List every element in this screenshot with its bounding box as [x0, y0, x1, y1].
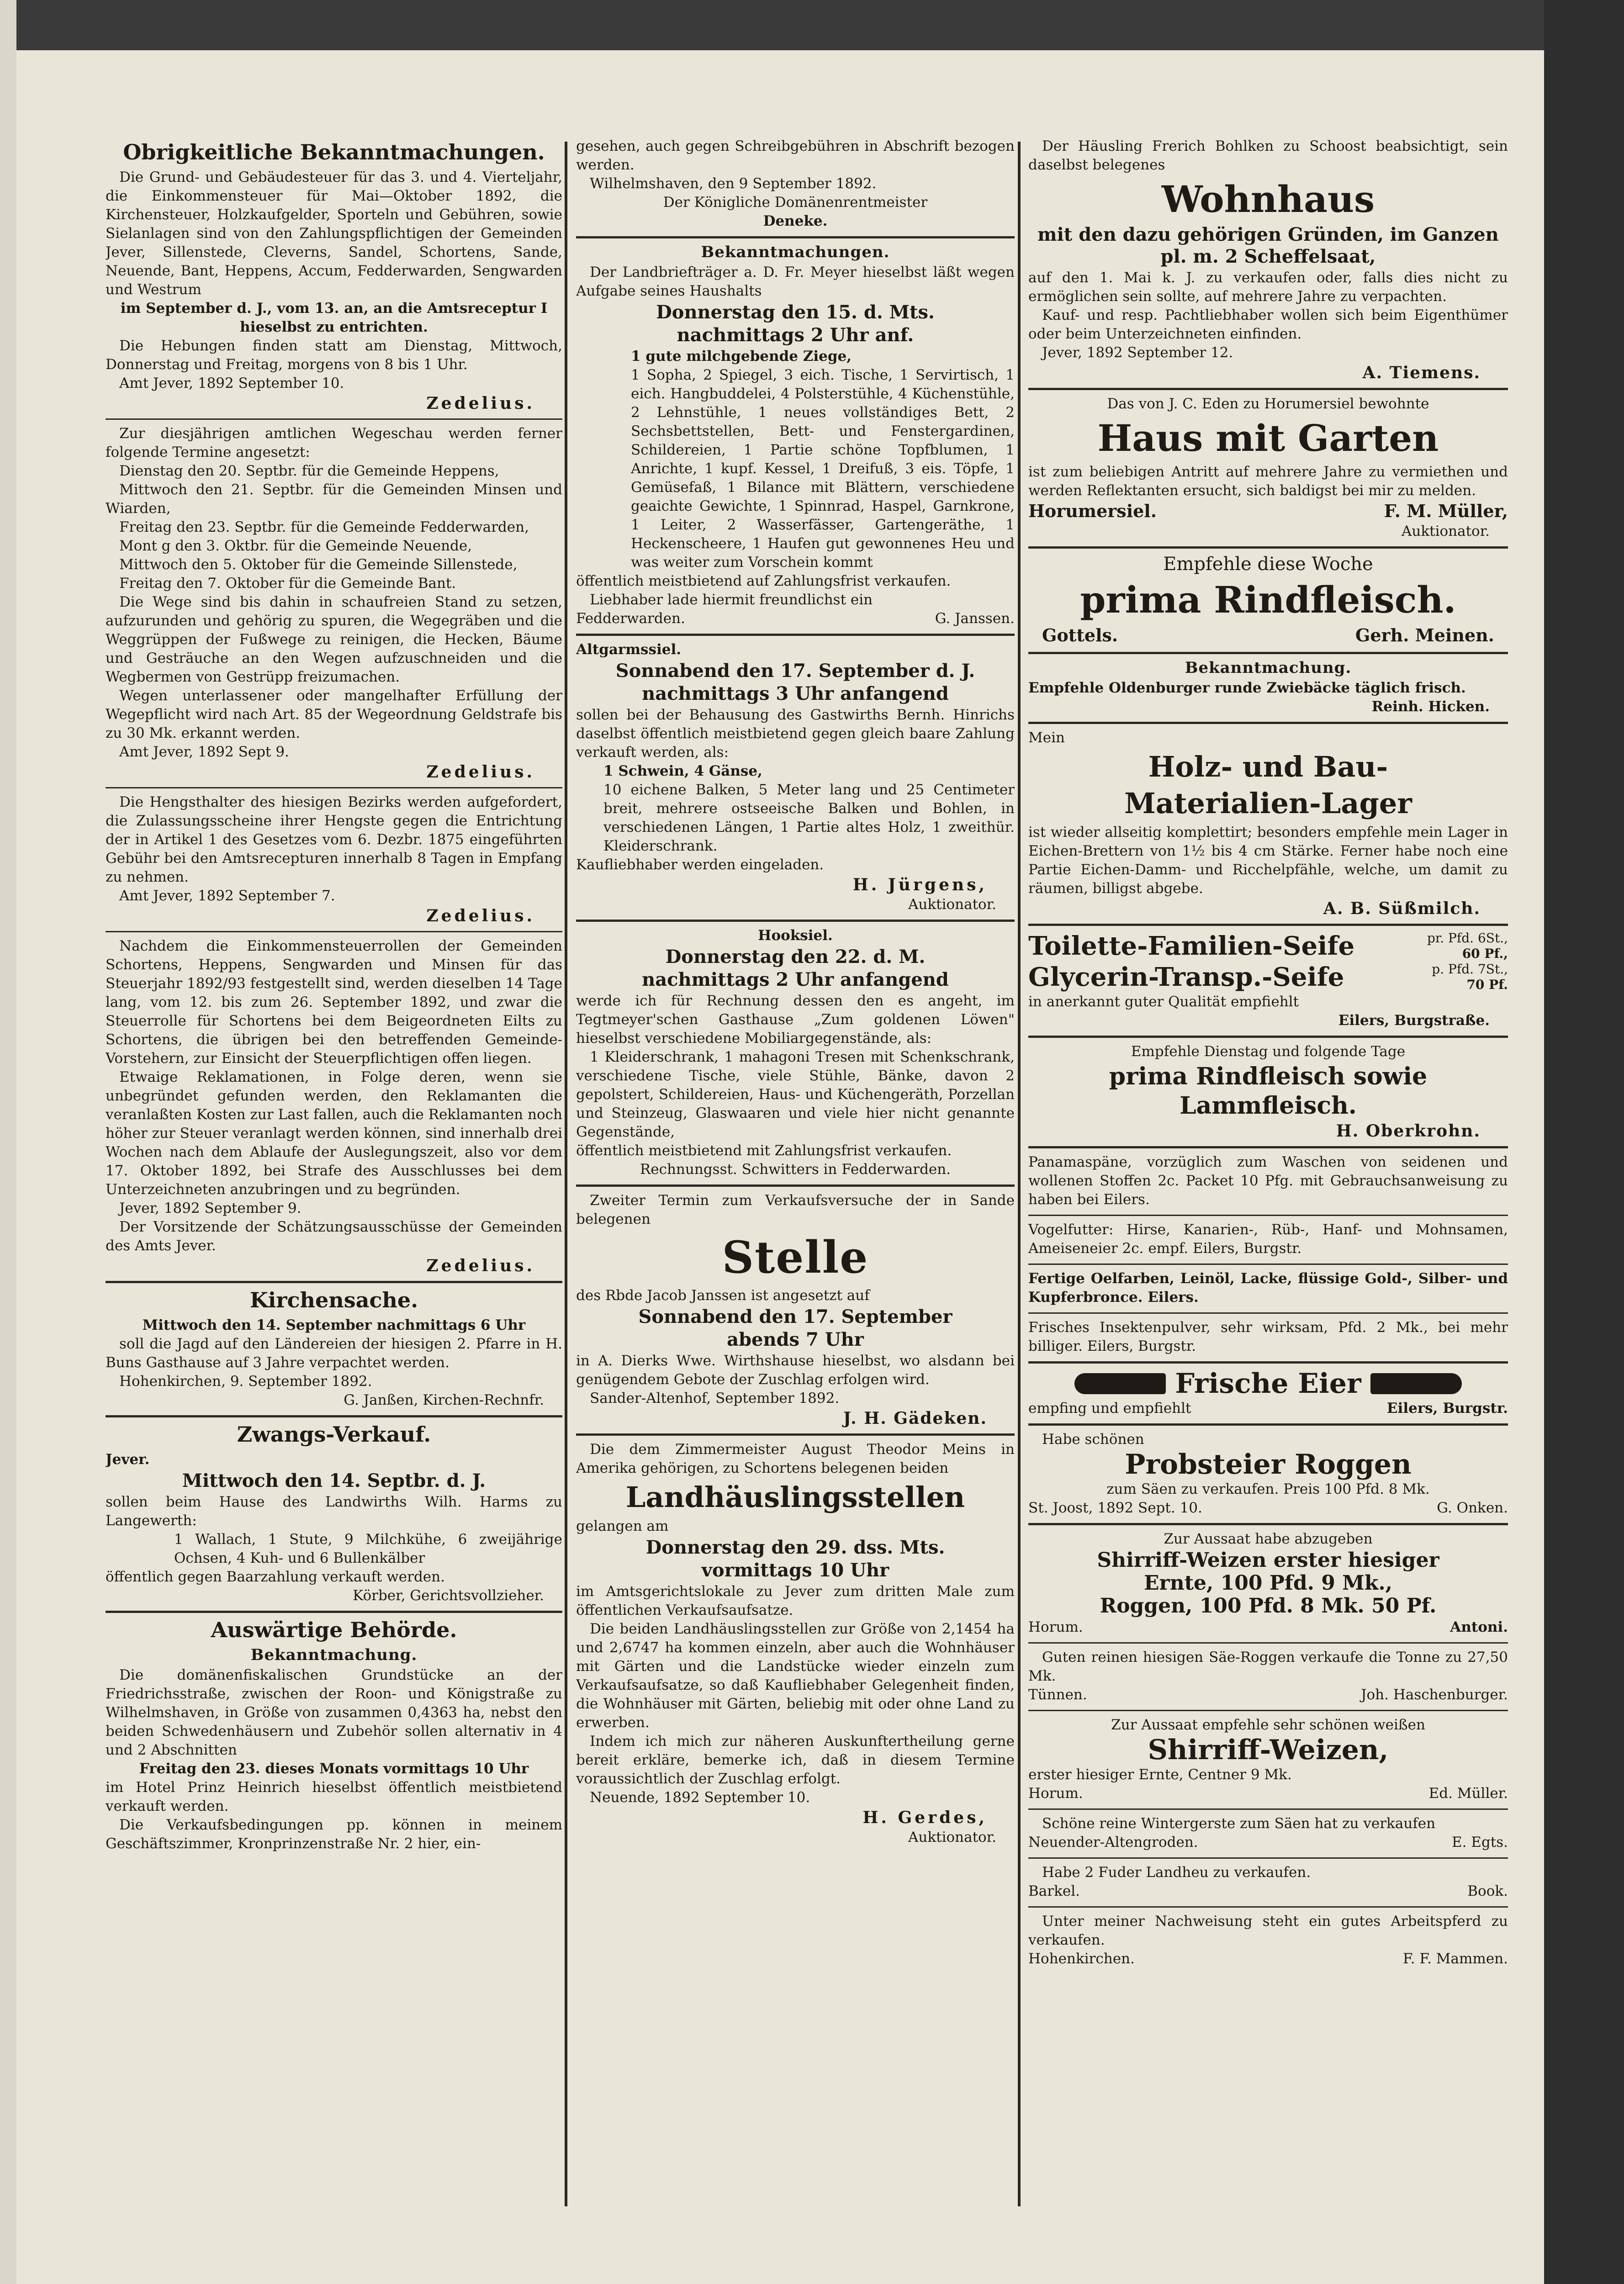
signature: Joh. Haschenburger.: [1361, 1687, 1508, 1703]
eier-ad: [1028, 1368, 1508, 1418]
divider: [1028, 1312, 1508, 1314]
display-headline: Wohnhaus: [1161, 178, 1375, 221]
time-line: nachmittags 2 Uhr anfangend: [642, 969, 949, 990]
paragraph: Der Landbriefträger a. D. Fr. Meyer hieselbst läßt wegen Aufgabe seines Haushalts: [576, 264, 1015, 299]
signature-row: [1028, 1950, 1508, 1968]
paragraph: gesehen, auch gegen Schreibgebühren in Abschrift bezogen werden.: [576, 138, 1015, 173]
paragraph: im Amtsgerichtslokale zu Jever zum dritten Male zum öffentlichen Verkaufsaufsatze.: [576, 1583, 1015, 1618]
role: Auktionator.: [908, 1829, 996, 1845]
intro: Empfehle Dienstag und folgende Tage: [1131, 1043, 1406, 1060]
signature: G. Janssen.: [935, 610, 1015, 627]
date-line: Donnerstag den 15. d. Mts.: [656, 301, 935, 323]
signature: Deneke.: [763, 213, 828, 229]
price: [1427, 931, 1508, 962]
paragraph: ist zum beliebigen Antritt auf mehrere Jahre zu vermiethen und werden Reflektanten ersucht, sich baldigst bei mir zu melden.: [1028, 464, 1508, 499]
divider: [1028, 924, 1508, 926]
display-headline: Materialien-Lager: [1124, 787, 1412, 820]
divider: [1028, 1642, 1508, 1644]
lammfleisch-ad: [1028, 1042, 1508, 1141]
paragraph: Zweiter Termin zum Verkaufsversuche der in Sande belegenen: [576, 1192, 1015, 1227]
column-rule: [1018, 142, 1021, 2206]
paragraph: auf den 1. Mai k. J. zu verkaufen oder, falls dies nicht zu ermöglichen sein sollte, auf mehrere Jahre zu verpachten.: [1028, 270, 1508, 305]
column-middle: [576, 137, 1015, 2257]
paragraph: Die beiden Landhäuslingsstellen zur Größe von 2,1454 ha und 2,6747 ha kommen einzeln, aber auch die Wohnhäuser mit Gärten und die Landstücke wieder einzeln zum Verkaufsaufsatze, so daß Kaufliebhaber Gelegenheit finden, die Wohnhäuser mit Gärten, beliebig mit oder ohne Land zu erwerben.: [576, 1621, 1015, 1731]
paragraph: ist wieder allseitig komplettirt; besonders empfehle mein Lager in Eichen-Brettern von 1½ bis 4 cm Stärke. Ferner habe noch eine Partie Eichen-Damm- und Ricchelpfähle, welche, um damit zu räumen, billigst abgebe.: [1028, 824, 1508, 897]
time-line: vormittags 10 Uhr: [701, 1560, 889, 1581]
intro: Zur Aussaat habe abzugeben: [1164, 1531, 1373, 1547]
intro: Mein: [1028, 730, 1065, 746]
divider: [576, 236, 1015, 238]
signature: H. Gerdes,: [862, 1808, 987, 1827]
section-heading: Zwangs-Verkauf.: [237, 1422, 431, 1447]
signature: Eilers, Burgstr.: [1386, 1400, 1508, 1417]
shirriff-ad: [1028, 1716, 1508, 1803]
place: Horumersiel.: [1028, 501, 1157, 521]
signature-row: [1028, 1784, 1508, 1803]
newspaper-page: [16, 50, 1544, 2284]
paragraph: Wegen unterlassener oder mangelhafter Erfüllung der Wegepflicht wird nach Art. 85 der Wegeordnung Geldstrafe bis zu 30 Mk. erkannt werden.: [106, 687, 562, 741]
signature: G. Janßen, Kirchen-Rechnfr.: [344, 1392, 544, 1408]
paragraph: Nachdem die Einkommensteuerrollen der Gemeinden Schortens, Heppens, Sengwarden und Minsen für das Steuerjahr 1892/93 festgestellt sind, werden dieselben 14 Tage lang, vom 12. bis zum 26. September 1892, und zwar die Steuerrolle für Schortens bei dem Beigeordneten Eilts zu Schortens, die übrigen bei den betreffenden Gemeinde-Vorstehern, zur Einsicht der Steuerpflichtigen offen liegen.: [106, 938, 562, 1067]
paragraph: Indem ich mich zur näheren Auskunftertheilung gerne bereit erkläre, bemerke ich, daß in diesem Termine voraussichtlich der Zuschlag erfolgt.: [576, 1733, 1015, 1787]
price-row: [1028, 931, 1508, 962]
paragraph: im Hotel Prinz Heinrich hieselbst öffentlich meistbietend verkauft werden.: [106, 1779, 562, 1814]
emphasis-line: Mittwoch den 14. September nachmittags 6 Uhr: [142, 1317, 526, 1333]
signature-row: [1028, 1499, 1508, 1517]
divider: [1028, 1215, 1508, 1216]
dateline: Amt Jever, 1892 September 7.: [119, 888, 335, 904]
signature-row: [1028, 1399, 1508, 1418]
price-row: [1028, 962, 1508, 993]
dateline: Amt Jever, 1892 September 10.: [119, 375, 344, 391]
paragraph: empfing und empfiehlt: [1028, 1400, 1191, 1417]
divider: [1028, 652, 1508, 654]
signature-row: [1028, 1686, 1508, 1704]
place: Jever.: [106, 1451, 150, 1468]
seife-ad: [1028, 931, 1508, 1030]
price-value: 60 Pf.,: [1462, 946, 1508, 961]
price-unit: pr. Pfd. 6St.,: [1427, 931, 1508, 946]
signature: E. Egts.: [1451, 1834, 1508, 1850]
small-ad: Panamaspäne, vorzüglich zum Waschen von seidenen und wollenen Stoffen 2c. Packet 10 Pfg. mit Gebrauchsanweisung zu haben bei Eilers.: [1028, 1154, 1508, 1208]
display-line: Roggen, 100 Pfd. 8 Mk. 50 Pf.: [1100, 1594, 1437, 1618]
headline-row: [1028, 1368, 1508, 1399]
display-headline: Holz- und Bau-: [1148, 750, 1388, 783]
column-rule: [565, 142, 567, 2206]
holz-ad: [1028, 729, 1508, 918]
subheadline: mit den dazu gehörigen Gründen, im Ganzen pl. m. 2 Scheffelsaat,: [1037, 224, 1499, 267]
place: Horum.: [1028, 1785, 1083, 1802]
paragraph: Die Grund- und Gebäudesteuer für das 3. und 4. Vierteljahr, die Einkommensteuer für Mai—Oktober 1892, die Kirchensteuer, Holzkaufgelder, Sporteln und Gebühren, sowie Sielanlagen sind von den Zahlungspflichtigen der Gemeinden Jever, Sillenstede, Cleverns, Sandel, Schortens, Sande, Neuende, Bant, Heppens, Accum, Fedderwarden, Sengwarden und Westrum: [106, 169, 562, 298]
place: Fedderwarden.: [576, 610, 685, 627]
divider: [1028, 1906, 1508, 1908]
wohnhaus-ad: [1028, 137, 1508, 382]
price-unit: p. Pfd. 7St.,: [1432, 962, 1508, 977]
rindfleisch-ad: [1028, 553, 1508, 646]
signature: Zedelius.: [426, 762, 535, 782]
divider: [106, 787, 562, 788]
signature: H. Jürgens,: [852, 875, 987, 894]
display-line: Shirriff-Weizen erster hiesiger: [1097, 1549, 1439, 1572]
item-list: 1 Sopha, 2 Spiegel, 3 eich. Tische, 1 Servirtisch, 1 eich. Hangbuddelei, 4 Polsterstühle, 4 Küchenstühle, 2 Lehnstühle, 1 neues vollständiges Bett, 2 Sechsbettstellen, Bett- und Fenstergardinen, Schildereien, 1 Partie schöne Topfblumen, 1 Anrichte, 1 kupf. Kessel, 1 Dreifuß, 3 eis. Töpfe, 1 Gemüsefaß, 1 Bilance mit Blättern, verschiedene geaichte Gewichte, 1 Spinnrad, Haspel, Garnkrone, 1 Leiter, 2 Wasserfässer, Gartengeräthe, 1 Heckenscheere, 1 Haufen gut gewonnenes Heu und was weiter zum Vorschein kommt: [631, 367, 1015, 571]
signature: Zedelius.: [426, 1256, 535, 1275]
signature: F. F. Mammen.: [1403, 1951, 1508, 1967]
product-name: Toilette-Familien-Seife: [1028, 931, 1355, 961]
dateline: Jever, 1892 September 12.: [1042, 344, 1233, 361]
divider: [1028, 1808, 1508, 1810]
signature: Körber, Gerichtsvollzieher.: [353, 1587, 544, 1604]
item-list: 10 eichene Balken, 5 Meter lang und 25 Centimeter breit, mehrere ostseeische Balken und Bohlen, in verschiedenen Längen, 1 Partie altes Holz, 1 zweithür. Kleiderschrank.: [603, 782, 1015, 854]
signature: Rechnungsst. Schwitters in Fedderwarden.: [640, 1161, 951, 1178]
divider: [576, 920, 1015, 922]
official-notices: [106, 140, 562, 1275]
signature-row: [1028, 624, 1508, 646]
place: Neuender-Altengroden.: [1028, 1834, 1198, 1850]
divider: [106, 1415, 562, 1417]
eilers-ads: [1028, 1153, 1508, 1356]
divider: [576, 1184, 1015, 1187]
time-line: nachmittags 2 Uhr anf.: [677, 324, 914, 346]
signature: G. Onken.: [1437, 1500, 1508, 1516]
paragraph: Der Königliche Domänenrentmeister: [663, 194, 928, 211]
paragraph: Der Vorsitzende der Schätzungsausschüsse der Gemeinden des Amts Jever.: [106, 1219, 562, 1254]
saeroggen-ad: [1028, 1648, 1508, 1704]
dateline: Sander-Altenhof, September 1892.: [590, 1390, 840, 1406]
weizen-ad: [1028, 1530, 1508, 1637]
divider: [1028, 388, 1508, 390]
role: Auktionator.: [908, 896, 996, 913]
scan-background: [1544, 0, 1624, 2284]
divider: [1028, 1146, 1508, 1148]
signature-row: [1028, 1833, 1508, 1852]
small-ad: Frisches Insektenpulver, sehr wirksam, Pfd. 2 Mk., bei mehr billiger. Eilers, Burgstr.: [1028, 1319, 1508, 1354]
pointing-hand-icon: [1370, 1373, 1462, 1394]
signature: A. Tiemens.: [1362, 363, 1481, 382]
subheading: Bekanntmachung.: [1185, 659, 1352, 677]
divider: [1028, 722, 1508, 724]
divider: [1028, 1264, 1508, 1265]
landhaus-sale: [576, 1440, 1015, 1847]
divider: [1028, 1423, 1508, 1426]
divider: [106, 1281, 562, 1283]
divider: [106, 1611, 562, 1613]
signature: Ed. Müller.: [1428, 1785, 1508, 1802]
paragraph: Die Hebungen finden statt am Dienstag, Mittwoch, Donnerstag und Freitag, morgens von 8 bis 1 Uhr.: [106, 338, 562, 373]
divider: [106, 418, 562, 420]
church-notice: [106, 1288, 562, 1410]
paragraph: gelangen am: [576, 1518, 669, 1534]
landheu-ad: [1028, 1863, 1508, 1901]
paragraph: Die Wege sind bis dahin in schaufreien Stand zu setzen, aufzurunden und gehörig zu spuren, die Wegegräben und die Weggrüppen der Fußwege zu reinigen, die Hecken, Bäume und Gesträuche an den Wegen aufzuschneiden und die Wegbermen von Gestrüpp freizumachen.: [106, 594, 562, 685]
time-line: nachmittags 3 Uhr anfangend: [642, 683, 949, 704]
signature: Zedelius.: [426, 906, 535, 925]
signature: Antoni.: [1450, 1619, 1508, 1635]
divider: [576, 1433, 1015, 1436]
date-line: Donnerstag den 29. dss. Mts.: [645, 1537, 945, 1558]
divider: [1028, 546, 1508, 549]
price-value: 70 Pf.: [1466, 977, 1508, 992]
emphasis-line: im September d. J., vom 13. an, an die Amtsreceptur I hieselbst zu entrichten.: [120, 300, 548, 335]
paragraph: Die Verkaufsbedingungen pp. können in meinem Geschäftszimmer, Kronprinzenstraße Nr. 2 hier, ein-: [106, 1817, 562, 1852]
pointing-hand-icon: [1074, 1373, 1166, 1394]
paragraph: Mittwoch den 5. Oktober für die Gemeinde Sillenstede,: [119, 556, 518, 573]
paragraph: Zur diesjährigen amtlichen Wegeschau werden ferner folgende Termine angesetzt:: [106, 425, 562, 460]
paragraph: Der Häusling Frerich Bohlken zu Schoost beabsichtigt, sein daselbst belegenes: [1028, 138, 1508, 173]
signature-row: [1028, 1618, 1508, 1637]
signature: Book.: [1467, 1883, 1508, 1899]
small-ad: Vogelfutter: Hirse, Kanarien-, Rüb-, Hanf- und Mohnsamen, Ameiseneier 2c. empf. Eilers, Burgstr.: [1028, 1221, 1508, 1257]
date-line: Sonnabend den 17. September: [638, 1306, 952, 1327]
paragraph: Schöne reine Wintergerste zum Säen hat zu verkaufen: [1042, 1815, 1436, 1832]
item-list: 1 Wallach, 1 Stute, 9 Milchkühe, 6 zweijährige Ochsen, 4 Kuh- und 6 Bullenkälber: [174, 1531, 562, 1566]
paragraph: Freitag den 23. Septbr. für die Gemeinde Fedderwarden,: [119, 519, 529, 535]
divider: [1028, 1523, 1508, 1525]
display-headline: Shirriff-Weizen,: [1148, 1734, 1389, 1766]
haus-garten-ad: [1028, 395, 1508, 541]
stelle-sale: [576, 1191, 1015, 1428]
date-line: Mittwoch den 14. Septbr. d. J.: [182, 1470, 486, 1491]
continuation: [576, 137, 1015, 231]
paragraph: Empfehle Oldenburger runde Zwiebäcke täglich frisch.: [1028, 680, 1466, 696]
paragraph: Das von J. C. Eden zu Horumersiel bewohnte: [1107, 396, 1429, 412]
paragraph: Dienstag den 20. Septbr. für die Gemeinde Heppens,: [119, 463, 499, 479]
small-ad: Fertige Oelfarben, Leinöl, Lacke, flüssige Gold-, Silber- und Kupferbronce. Eilers.: [1028, 1270, 1508, 1306]
place: Barkel.: [1028, 1883, 1080, 1899]
section-heading: Bekanntmachungen.: [701, 243, 890, 261]
role: Auktionator.: [1401, 523, 1490, 539]
paragraph: öffentlich gegen Baarzahlung verkauft werden.: [106, 1569, 445, 1585]
paragraph: Liebhaber lade hiermit freundlichst ein: [590, 592, 873, 608]
display-headline: Stelle: [722, 1232, 869, 1283]
display-headline: Probsteier Roggen: [1125, 1449, 1412, 1480]
place: Altgarmssiel.: [576, 641, 682, 658]
price: [1432, 962, 1508, 993]
place: Horum.: [1028, 1619, 1083, 1635]
paragraph: Guten reinen hiesigen Säe-Roggen verkaufe die Tonne zu 27,50 Mk.: [1028, 1649, 1508, 1684]
intro: Zur Aussaat empfehle sehr schönen weißen: [1111, 1717, 1425, 1733]
signature-row: [1028, 500, 1508, 522]
intro: Empfehle diese Woche: [1163, 554, 1373, 575]
item-list: 1 Kleiderschrank, 1 mahagoni Tresen mit Schenkschrank, verschiedene Tische, viele Stühle, Bänke, davon 2 gepolstert, Schildereien, Haus- und Küchengeräth, Porzellan und Steinzeug, Glaswaaren und viele hier nicht genannte Gegenstände,: [576, 1049, 1015, 1140]
signature-row: [1028, 1882, 1508, 1901]
section-heading: Auswärtige Behörde.: [211, 1618, 457, 1642]
emphasis-line: Freitag den 23. dieses Monats vormittags 10 Uhr: [139, 1761, 529, 1777]
paragraph: erster hiesiger Ernte, Centner 9 Mk.: [1028, 1766, 1292, 1783]
place: Hooksiel.: [758, 927, 833, 944]
display-headline: prima Rindfleisch sowie: [1109, 1063, 1428, 1090]
date-line: Donnerstag den 22. d. M.: [665, 946, 926, 968]
display-line: Ernte, 100 Pfd. 9 Mk.,: [1143, 1571, 1392, 1595]
place: Gottels.: [1042, 625, 1118, 645]
signature-row: [576, 609, 1015, 628]
signature: Zedelius.: [426, 394, 535, 413]
signature: Reinh. Hicken.: [1371, 698, 1490, 715]
wintergerste-ad: [1028, 1814, 1508, 1852]
paragraph: Mont g den 3. Oktbr. für die Gemeinde Neuende,: [119, 538, 472, 554]
display-headline: Landhäuslingsstellen: [625, 1480, 965, 1514]
intro: Habe schönen: [1042, 1431, 1144, 1448]
divider: [1028, 1710, 1508, 1711]
paragraph: sollen bei der Behausung des Gastwirths Bernh. Hinrichs daselbst öffentlich meistbietend gegen gleich baare Zahlung verkauft werden, als:: [576, 707, 1015, 761]
signature: A. B. Süßmilch.: [1323, 899, 1481, 918]
paragraph: soll die Jagd auf den Ländereien der hiesigen 2. Pfarre in H. Buns Gasthause auf 3 Jahre verpachtet werden.: [106, 1336, 562, 1371]
paragraph: des Rbde Jacob Janssen ist angesetzt auf: [576, 1287, 870, 1304]
dateline: Hohenkirchen, 9. September 1892.: [119, 1373, 372, 1390]
paragraph: öffentlich meistbietend auf Zahlungsfrist verkaufen.: [576, 573, 951, 589]
product-name: Glycerin-Transp.-Seife: [1028, 962, 1344, 992]
paragraph: Kaufliebhaber werden eingeladen.: [576, 856, 824, 873]
paragraph: Habe 2 Fuder Landheu zu verkaufen.: [1042, 1864, 1311, 1881]
paragraph: sollen beim Hause des Landwirths Wilh. Harms zu Langewerth:: [106, 1494, 562, 1529]
pferd-ad: [1028, 1912, 1508, 1968]
signature: H. Oberkrohn.: [1336, 1121, 1481, 1141]
paragraph: Kauf- und resp. Pachtliebhaber wollen sich beim Eigenthümer oder beim Unterzeichneten einfinden.: [1028, 307, 1508, 342]
zwieback-ad: [1028, 659, 1508, 716]
paragraph: Die domänenfiskalischen Grundstücke an der Friedrichsstraße, zwischen der Roon- und Königstraße zu Wilhelmshaven, in Größe von zusammen 0,4363 ha, nebst den beiden Schwedenhäusern und Zubehör sollen alternativ in 4 und 2 Abschnitten: [106, 1667, 562, 1758]
dateline: St. Joost, 1892 Sept. 10.: [1028, 1500, 1202, 1516]
divider: [1028, 1361, 1508, 1364]
place: Hohenkirchen.: [1028, 1951, 1135, 1967]
divider: [576, 634, 1015, 636]
display-headline: Haus mit Garten: [1097, 417, 1439, 460]
section-heading: Obrigkeitliche Bekanntmachungen.: [123, 140, 545, 164]
dateline: Jever, 1892 September 9.: [119, 1200, 302, 1216]
time-line: abends 7 Uhr: [727, 1329, 864, 1350]
paragraph: in A. Dierks Wwe. Wirthshause hieselbst, wo alsdann bei genügendem Gebote der Zuschlag erfolgen wird.: [576, 1353, 1015, 1388]
forced-sale: [106, 1422, 562, 1605]
dateline: Wilhelmshaven, den 9 September 1892.: [590, 175, 877, 192]
paragraph: Mittwoch den 21. Septbr. für die Gemeinden Minsen und Wiarden,: [106, 481, 562, 517]
divider: [106, 931, 562, 932]
paragraph: werde ich für Rechnung dessen den es angeht, im Tegtmeyer'schen Gasthause „Zum goldenen Löwen" hieselbst verschiedene Mobiliargegenstände, als:: [576, 993, 1015, 1047]
divider: [1028, 1857, 1508, 1859]
hooksiel-auction: [576, 926, 1015, 1179]
paragraph: Die dem Zimmermeister August Theodor Meins in Amerika gehörigen, zu Schortens belegenen beiden: [576, 1441, 1015, 1476]
adjacent-page-edge: [0, 0, 16, 2284]
display-headline: prima Rindfleisch.: [1080, 578, 1456, 621]
paragraph: zum Säen zu verkaufen. Preis 100 Pfd. 8 Mk.: [1106, 1481, 1430, 1497]
subheading: Bekanntmachung.: [250, 1646, 418, 1664]
place: Tünnen.: [1028, 1687, 1087, 1703]
roggen-ad: [1028, 1430, 1508, 1517]
altgarmssiel-auction: [576, 640, 1015, 914]
meyer-auction: [576, 243, 1015, 628]
highlight-item: 1 Schwein, 4 Gänse,: [603, 763, 762, 779]
dateline: Amt Jever, 1892 Sept 9.: [119, 744, 289, 760]
section-heading: Kirchensache.: [249, 1288, 418, 1312]
paragraph: Freitag den 7. Oktober für die Gemeinde Bant.: [119, 575, 456, 592]
date-line: Sonnabend den 17. September d. J.: [615, 660, 975, 682]
highlight-item: 1 gute milchgebende Ziege,: [631, 348, 852, 365]
paragraph: Die Hengsthalter des hiesigen Bezirks werden aufgefordert, die Zulassungsscheine ihrer Hengste gegen die Entrichtung der in Artikel 1 des Gesetzes vom 6. Dezbr. 1875 eingeführten Gebühr bei den Amtsrecepturen innerhalb 8 Tagen in Empfang zu nehmen.: [106, 794, 562, 885]
paragraph: Etwaige Reklamationen, in Folge deren, wenn sie unbegründet gefunden werden, den Reklamanten die veranlaßten Kosten zur Last fallen, auch die Reklamanten noch höher zur Steuer veranlagt werden können, sind innerhalb drei Wochen nach dem Ablaufe der Auslegungszeit, also vor dem 17. Oktober 1892, bei Strafe des Ausschlusses bei dem Unterzeichneten anzubringen und zu begründen.: [106, 1069, 562, 1198]
signature: F. M. Müller,: [1384, 501, 1508, 521]
signature: Eilers, Burgstraße.: [1338, 1012, 1490, 1029]
divider: [1028, 1036, 1508, 1038]
column-left: [106, 137, 562, 2257]
paragraph: öffentlich meistbietend mit Zahlungsfrist verkaufen.: [576, 1142, 952, 1159]
column-right: [1028, 137, 1508, 2257]
paragraph: in anerkannt guter Qualität empfiehlt: [1028, 994, 1299, 1010]
display-headline: Lammfleisch.: [1180, 1092, 1357, 1120]
display-headline: Frische Eier: [1175, 1368, 1361, 1400]
paragraph: Unter meiner Nachweisung steht ein gutes Arbeitspferd zu verkaufen.: [1028, 1913, 1508, 1948]
dateline: Neuende, 1892 September 10.: [590, 1789, 810, 1806]
signature: Gerh. Meinen.: [1355, 625, 1494, 645]
external-authority: [106, 1618, 562, 1853]
signature: J. H. Gädeken.: [843, 1409, 987, 1428]
